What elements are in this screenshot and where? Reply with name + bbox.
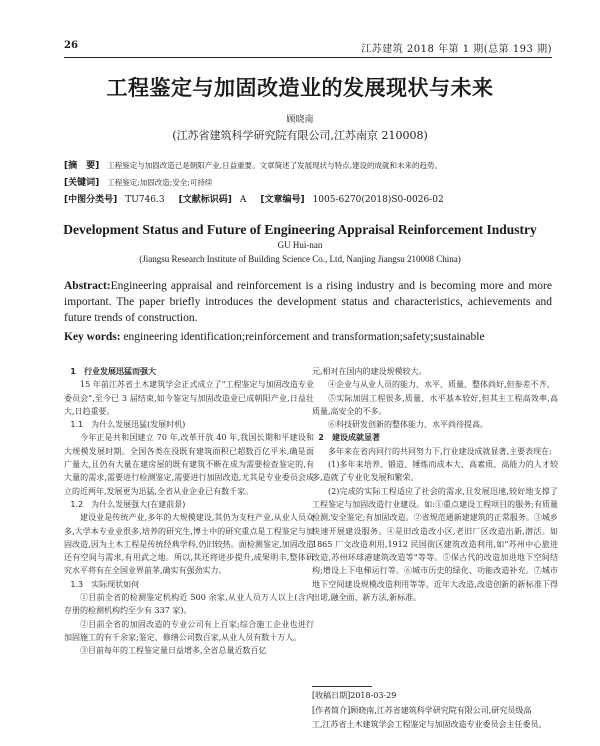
running-header <box>64 40 552 56</box>
abstract-en <box>64 278 552 326</box>
body-paragraph: ①目前全省的检测鉴定机构近 500 余家,从业人员万人以上(含内存册的检测机构约至少有 337 家)。 <box>64 593 314 616</box>
clc-label: [中图分类号] <box>64 195 118 205</box>
title-en: Development Status and Future of Engineering Appraisal Reinforcement Industry <box>63 222 537 237</box>
affiliation-en: (Jiangsu Research Institute of Building Science Co., Ltd, Nanjing Jiangsu 210008 China) <box>139 254 461 264</box>
body-paragraph: 15 年前江苏省土木建筑学会正式成立了"工程鉴定与加固改造专业委员会",至今已 3 届结束,如今鉴定与加固改造业已成朝阳产业,日益壮大,日趋重要。 <box>64 380 314 416</box>
abstract-cn-line <box>64 158 552 171</box>
body-paragraph: 建设业是传统产业,多年的大规模建设,其仍为支柱产业,从业人员众多,大学本专业业很多,培养的研究生,博士中的研究重点是工程鉴定与加固改造,因为土木工程是传统经典学科,仍旧较热。面检测鉴定,加固改造还有空间与需求,有用武之地。所以,其还将进步提升,成果明丰,整体研究水平将有在全国业界前茅,确实有强劲实力。 <box>64 513 314 576</box>
title-cn: 工程鉴定与加固改造业的发展现状与未来 <box>106 76 494 100</box>
section-heading: 1.1 为什么发展迅猛(发展时机) <box>70 420 186 430</box>
received-date: [收稿日期]2018-03-29 <box>312 691 397 700</box>
abstract-cn-text: 工程鉴定与加固改造已是朝阳产业,日益重要。文章简述了发展现状与特点,建设的成就和未来的趋势。 <box>107 161 442 170</box>
keywords-cn-label: [关键词] <box>64 178 100 188</box>
page-number: 26 <box>64 40 78 51</box>
clc-value: TU746.3 <box>125 195 165 205</box>
doc-code-value: A <box>239 195 247 205</box>
doc-code-label: [文献标识码] <box>178 195 232 205</box>
body-paragraph: 元,相对在国内的建设规模较大。 <box>312 367 427 376</box>
section-heading: 1.3 实际现状如何 <box>70 579 140 589</box>
body-column-left <box>64 365 314 658</box>
header-rule <box>64 57 552 58</box>
body-paragraph: ③目前每年的工程鉴定量日益增多,全省总量近数百亿 <box>80 646 267 656</box>
keywords-cn-line <box>64 175 552 188</box>
affiliation-cn: (江苏省建筑科学研究院有限公司,江苏南京 210008) <box>172 129 428 142</box>
section-heading: 1 行业发展迅猛而强大 <box>70 367 156 376</box>
keywords-en <box>64 331 552 343</box>
journal-info: 江苏建筑 2018 年第 1 期(总第 193 期) <box>361 44 552 55</box>
body-paragraph: ②目前全省的加固改造的专业公司有上百家;综合施工企业也进行加固施工的有千余家;鉴定、修缮公司数百家,从业人员有数十万人。 <box>64 619 314 642</box>
abstract-en-text: Engineering appraisal and reinforcement is a rising industry and is becoming more and more important. The paper briefly introduces the development status and characteristics, achievements and future trends of construction. <box>64 280 552 324</box>
keywords-en-text: engineering identification;reinforcement and transformation;safety;sustainable <box>123 331 485 343</box>
author-cn: 顾晓南 <box>286 115 314 125</box>
article-no-label: [文章编号] <box>260 195 305 205</box>
author-bio-line-2: 工,江苏省土木建筑学会工程鉴定与加固改造专业委员会主任委员。 <box>312 720 547 729</box>
body-paragraph: ⑥科技研发创新的整体能力、水平尚待提高。 <box>328 420 488 430</box>
body-paragraph: 今年正是共和国建立 70 年,改革开放 40 年,我国长期和平建设和大规模发展时期。全国各类在役既有建筑面积已超数百亿平米,确是面广量大,且仍有大量在建房屋的既有建筑不断在成为需要检查鉴定的,有大量的需求,需要进行检测鉴定,需要进行加固改造,尤其是专业委员会成立的近两年,发展更为迅猛,全省从业企业已有数千家。 <box>64 433 314 496</box>
classification-line <box>64 192 552 205</box>
body-paragraph: ④企业与从业人员的能力、水平、质量、整体尚好,但参差不齐。 <box>328 380 555 390</box>
footnote-rule <box>312 686 372 687</box>
abstract-en-label: Abstract: <box>64 280 111 292</box>
keywords-en-label: Key words: <box>64 331 121 343</box>
body-paragraph: ⑤实际加固工程很多,质量、水平基本较好,但其主工程高效率,高质量,高安全的不多。 <box>312 393 558 416</box>
article-no-value: 1005-6270(2018)S0-0026-02 <box>312 195 444 205</box>
keywords-cn-text: 工程鉴定;加固改造;安全;可持续 <box>107 178 213 187</box>
body-column-right <box>312 365 558 604</box>
section-heading: 2 建设成就显著 <box>318 433 380 443</box>
body-paragraph: 多年来在省内同行的共同努力下,行业建设成就显著,主要表现在: <box>328 446 552 456</box>
body-paragraph: (2)完成的实际工程适应了社会的需求,且发展迅速,较好地支撑了工程鉴定与加固改造行业建设。如:①重点建设工程项目的服务;有质量检测,安全鉴定;有加固改造。②省规范通新建建筑的正常服务。③城乡快速开展建设服务。④是旧改造改小区,老旧厂区改造出新,潜活。如 1865 厂文改造利用,1912 民国街区建筑改造利用,如"苏州中心旅进改造,苏州环球港建筑改造等"等等。⑤保古代的改造加进地下空间结构;增设上下电梯运行等。⑥城市历史的绿化、功能改造补充。⑦城市地下空间建设规模改造利用等等。近年大改造,改造创新的新标准下得出诺,融全面、新方法,新标准。 <box>312 486 558 603</box>
body-paragraph: (1)多年来培养、锻造、锤炼而成本大、高素质、高能力的人才较多,造就了专业化发展和繁荣。 <box>312 460 558 483</box>
abstract-cn-label: [摘 要] <box>64 161 100 171</box>
author-bio-line-1: [作者简介]顾晓南,江苏省建筑科学研究院有限公司,研究员级高 <box>312 706 532 715</box>
section-heading: 1.2 为什么发展强大(在建前景) <box>70 499 186 509</box>
author-en: GU Hui-nan <box>277 240 323 250</box>
